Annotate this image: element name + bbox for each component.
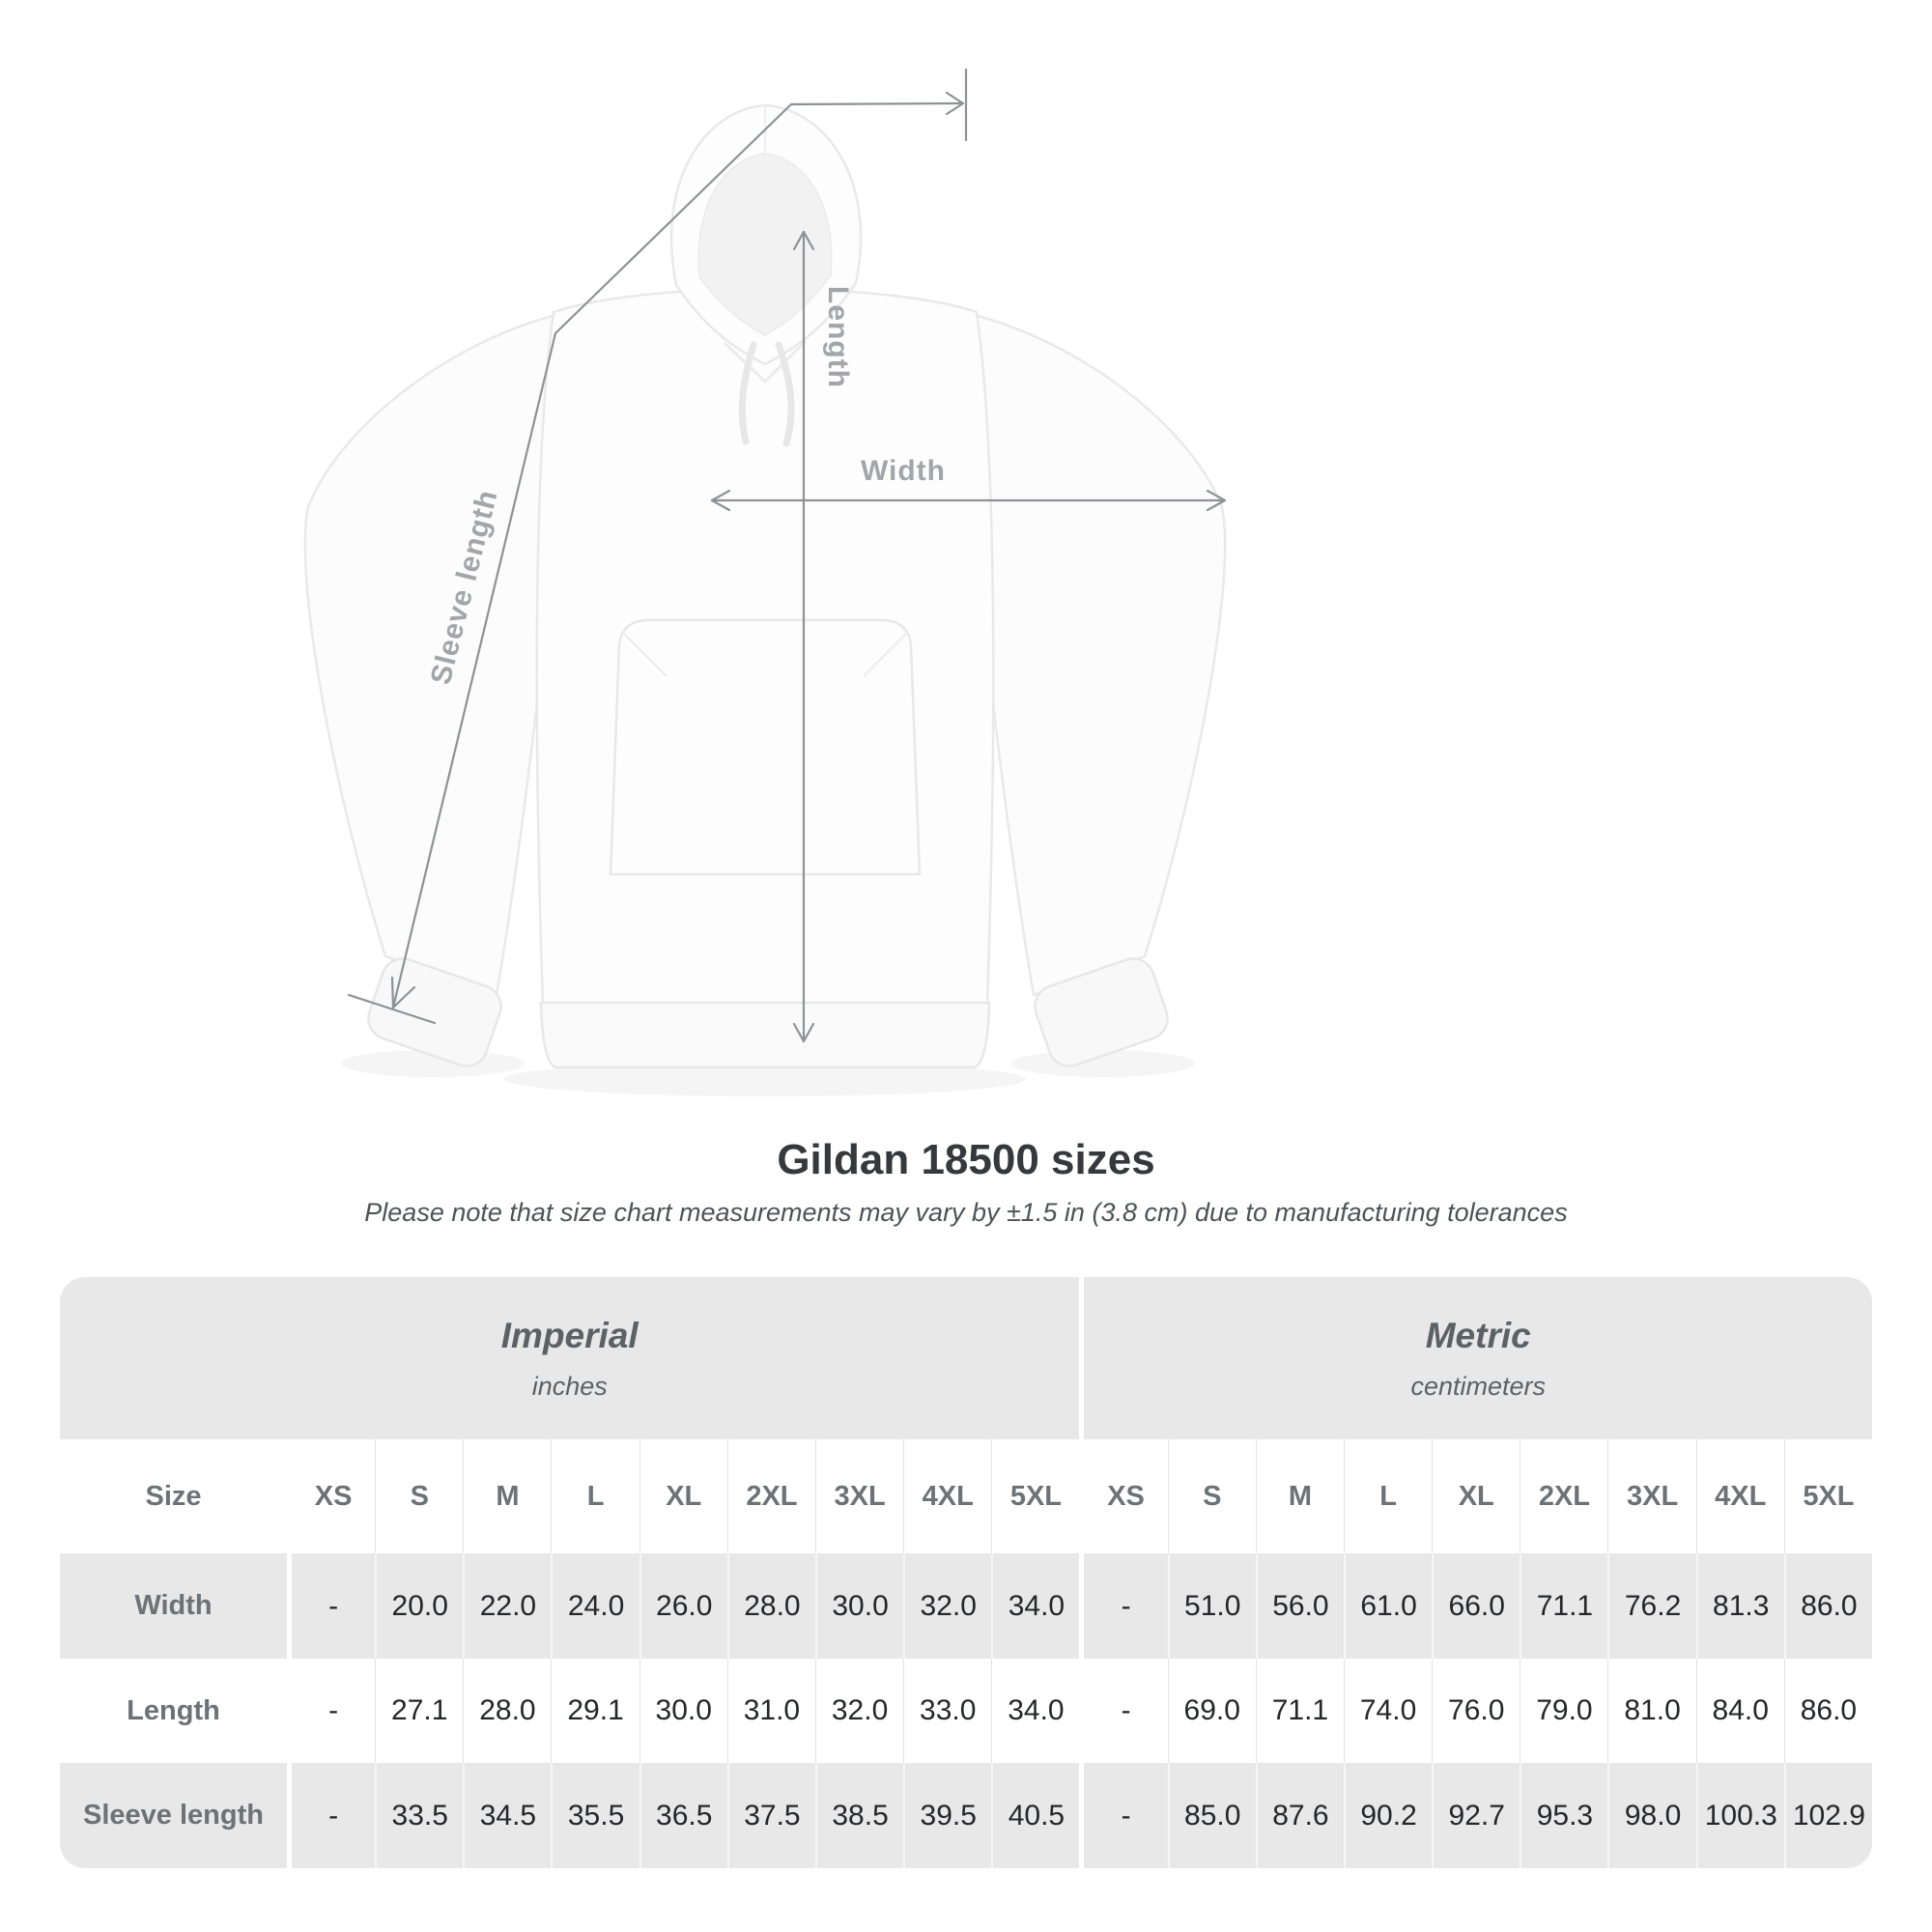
value-cell: 51.0 [1168, 1553, 1256, 1659]
value-cell: 20.0 [375, 1553, 463, 1659]
header-cell: L [551, 1439, 639, 1553]
value-cell: 79.0 [1520, 1659, 1607, 1763]
size-table [60, 1277, 1872, 1868]
sleeve-length-label: Sleeve length [424, 486, 504, 688]
value-cell: 27.1 [375, 1659, 463, 1763]
value-cell: 30.0 [639, 1659, 727, 1763]
value-cell: - [287, 1659, 375, 1763]
value-cell: 40.5 [991, 1763, 1079, 1868]
value-cell: 71.1 [1256, 1659, 1344, 1763]
sleeve-bottom-tick [349, 995, 435, 1023]
unit-group-imperial [60, 1277, 1079, 1439]
length-measure-line [794, 232, 854, 1041]
value-cell: 102.9 [1784, 1763, 1872, 1868]
value-cell: 87.6 [1256, 1763, 1344, 1868]
value-cell: 38.5 [815, 1763, 903, 1868]
value-cell: 56.0 [1256, 1553, 1344, 1659]
value-cell: 37.5 [727, 1763, 815, 1868]
value-cell: - [1079, 1763, 1167, 1868]
value-cell: - [1079, 1659, 1167, 1763]
value-cell: 36.5 [639, 1763, 727, 1868]
value-cell: 84.0 [1696, 1659, 1784, 1763]
header-cell: 2XL [727, 1439, 815, 1553]
value-cell: 26.0 [639, 1553, 727, 1659]
header-cell: S [1168, 1439, 1256, 1553]
value-cell: 29.1 [551, 1659, 639, 1763]
width-label: Width [860, 455, 947, 487]
page-title: Gildan 18500 sizes [777, 1136, 1155, 1183]
value-cell: 28.0 [727, 1553, 815, 1659]
sleeve-arrowhead-bottom [392, 978, 414, 1008]
row-label: Length [60, 1659, 287, 1763]
value-cell: 95.3 [1520, 1763, 1607, 1868]
value-cell: 32.0 [903, 1553, 991, 1659]
value-cell: 31.0 [727, 1659, 815, 1763]
value-cell: 98.0 [1607, 1763, 1695, 1868]
header-cell: 3XL [815, 1439, 903, 1553]
value-cell: 34.5 [463, 1763, 551, 1868]
value-cell: 81.0 [1607, 1659, 1695, 1763]
header-cell: L [1344, 1439, 1432, 1553]
page-subtitle: Please note that size chart measurements may vary by ±1.5 in (3.8 cm) due to manufacturing tolerances [364, 1198, 1568, 1227]
value-cell: 86.0 [1784, 1553, 1872, 1659]
value-cell: 100.3 [1696, 1763, 1784, 1868]
header-cell: 4XL [1696, 1439, 1784, 1553]
value-cell: 74.0 [1344, 1659, 1432, 1763]
value-cell: 76.0 [1432, 1659, 1520, 1763]
value-cell: 71.1 [1520, 1553, 1607, 1659]
length-label: Length [822, 286, 854, 388]
value-cell: 85.0 [1168, 1763, 1256, 1868]
value-cell: - [287, 1763, 375, 1868]
value-cell: 61.0 [1344, 1553, 1432, 1659]
value-cell: - [1079, 1553, 1167, 1659]
value-cell: 34.0 [991, 1553, 1079, 1659]
header-cell: 3XL [1607, 1439, 1695, 1553]
value-cell: 32.0 [815, 1659, 903, 1763]
value-cell: 34.0 [991, 1659, 1079, 1763]
value-cell: 86.0 [1784, 1659, 1872, 1763]
value-cell: 66.0 [1432, 1553, 1520, 1659]
row-label: Sleeve length [60, 1763, 287, 1868]
value-cell: 76.2 [1607, 1553, 1695, 1659]
imperial-group-title: Imperial [500, 1315, 639, 1355]
header-cell: 4XL [903, 1439, 991, 1553]
value-cell: 28.0 [463, 1659, 551, 1763]
value-cell: 24.0 [551, 1553, 639, 1659]
value-cell: 30.0 [815, 1553, 903, 1659]
header-cell: XL [1432, 1439, 1520, 1553]
header-cell: 2XL [1520, 1439, 1607, 1553]
header-cell: XS [287, 1439, 375, 1553]
value-cell: 22.0 [463, 1553, 551, 1659]
header-cell: M [463, 1439, 551, 1553]
imperial-group-subtitle: inches [531, 1371, 608, 1401]
header-cell: 5XL [991, 1439, 1079, 1553]
row-label: Width [60, 1553, 287, 1659]
value-cell: 33.0 [903, 1659, 991, 1763]
value-cell: 81.3 [1696, 1553, 1784, 1659]
unit-group-metric [1079, 1277, 1872, 1439]
header-cell: S [375, 1439, 463, 1553]
value-cell: 33.5 [375, 1763, 463, 1868]
value-cell: 92.7 [1432, 1763, 1520, 1868]
header-cell: XS [1079, 1439, 1167, 1553]
value-cell: 90.2 [1344, 1763, 1432, 1868]
header-cell: 5XL [1784, 1439, 1872, 1553]
sleeve-length-measure-line [349, 70, 966, 1023]
value-cell: 35.5 [551, 1763, 639, 1868]
value-cell: - [287, 1553, 375, 1659]
metric-group-subtitle: centimeters [1410, 1371, 1547, 1401]
header-cell: XL [639, 1439, 727, 1553]
metric-group-title: Metric [1425, 1315, 1531, 1355]
size-column-header: Size [60, 1439, 287, 1553]
width-measure-line [712, 455, 1225, 510]
value-cell: 39.5 [903, 1763, 991, 1868]
value-cell: 69.0 [1168, 1659, 1256, 1763]
header-cell: M [1256, 1439, 1344, 1553]
